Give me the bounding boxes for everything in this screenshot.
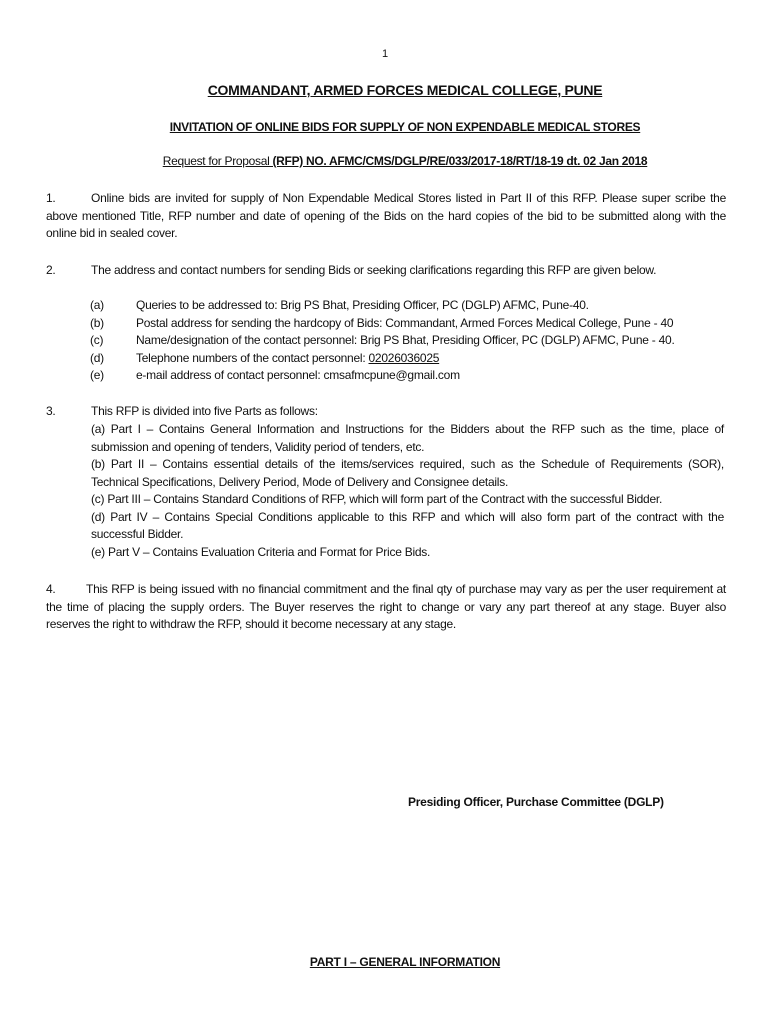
list-item (90, 367, 730, 385)
paragraph-number: 3. (46, 404, 56, 418)
rfp-number: (RFP) NO. AFMC/CMS/DGLP/RE/033/2017-18/RT/18-19 dt. 02 Jan 2018 (272, 154, 648, 168)
telephone-number: 02026036025 (368, 350, 440, 365)
list-item: (e) Part V – Contains Evaluation Criteria and Format for Price Bids. (91, 544, 431, 559)
paragraph-number: 1. (46, 191, 56, 205)
list-item-text: Postal address for sending the hardcopy of Bids: Commandant, Armed Forces Medical College, Pune - 40 (136, 315, 674, 330)
page-number: 1 (381, 48, 389, 60)
list-item-text: Name/designation of the contact personnel: Brig PS Bhat, Presiding Officer, PC (DGLP) AFMC, Pune - 40. (136, 333, 675, 347)
list-item (90, 332, 730, 350)
paragraph-1 (46, 190, 726, 243)
rfp-prefix: Request for Proposal (162, 154, 273, 168)
list-item (90, 297, 730, 315)
paragraph-text: The address and contact numbers for sending Bids or seeking clarifications regarding this RFP are given below. (91, 263, 657, 277)
paragraph-text: This RFP is being issued with no financial commitment and the final qty of purchase may vary as per the user requirement at the time of placing the supply orders. The Buyer reserves the right to change or vary any part thereof at any stage. Buyer also reserves the right to withdraw the RFP, should it become necessary at any stage. (46, 582, 726, 631)
list-item: (b) Part II – Contains essential details of the items/services required, such as the Schedule of Requirements (SOR), Technical Specifications, Delivery Period, Mode of Delivery and Consignee details. (91, 457, 724, 489)
document-subtitle: INVITATION OF ONLINE BIDS FOR SUPPLY OF NON EXPENDABLE MEDICAL STORES (169, 120, 641, 134)
list-item-text (136, 350, 730, 368)
paragraph-number: 2. (46, 263, 56, 277)
signature-block: Presiding Officer, Purchase Committee (DGLP) (408, 795, 664, 809)
section-heading: PART I – GENERAL INFORMATION (309, 955, 501, 969)
list-item: (d) Part IV – Contains Special Conditions applicable to this RFP and which will also form part of the contract with the successful Bidder. (91, 509, 724, 541)
paragraph-number: 4. (46, 582, 56, 596)
document-title: COMMANDANT, ARMED FORCES MEDICAL COLLEGE, PUNE (207, 82, 603, 98)
paragraph-text: Online bids are invited for supply of Non Expendable Medical Stores listed in Part II of this RFP. Please super scribe the above mentioned Title, RFP number and date of opening of the Bids on the hard copies of the bid to be submitted along with the online bid in sealed cover. (46, 191, 726, 240)
paragraph-4 (46, 581, 726, 634)
rfp-reference (0, 154, 770, 168)
list-item: (a) Part I – Contains General Information and Instructions for the Bidders about the RFP such as the time, place of submission and opening of tenders, Validity period of tenders, etc. (91, 422, 724, 454)
list-item-label: (b) (90, 315, 104, 330)
list-item-label: (e) (90, 368, 104, 382)
list-item-text: e-mail address of contact personnel: cmsafmcpune@gmail.com (136, 368, 460, 382)
list-item-label: (a) (90, 298, 104, 312)
list-item: (c) Part III – Contains Standard Conditions of RFP, which will form part of the Contract with the successful Bidder. (91, 492, 663, 506)
contact-list (90, 297, 730, 385)
list-item (90, 315, 730, 333)
list-item (90, 350, 730, 368)
parts-list (91, 421, 724, 561)
list-item-label: (c) (90, 333, 104, 347)
paragraph-2 (46, 262, 726, 280)
paragraph-3 (46, 403, 726, 421)
list-item-text: Queries to be addressed to: Brig PS Bhat, Presiding Officer, PC (DGLP) AFMC, Pune-40. (136, 298, 589, 312)
paragraph-text: This RFP is divided into five Parts as follows: (91, 404, 318, 418)
telephone-label: Telephone numbers of the contact personnel: (136, 350, 369, 365)
list-item-label: (d) (90, 350, 104, 365)
